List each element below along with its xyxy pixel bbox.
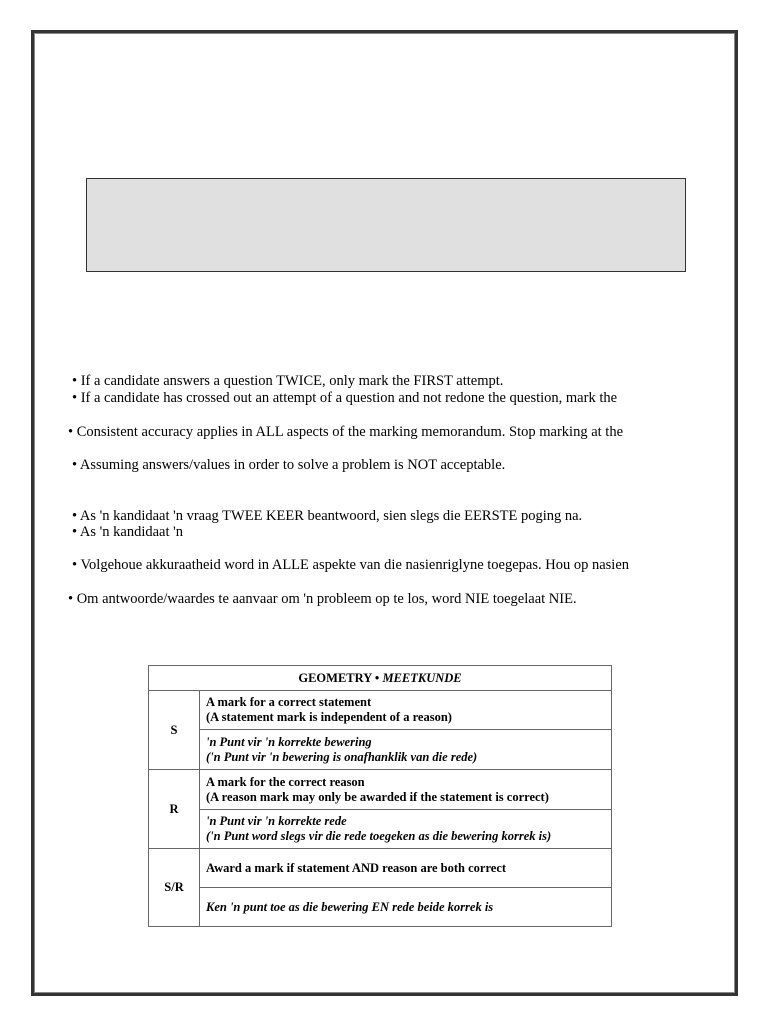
row-sr-af: [200, 888, 612, 927]
row-s-en-line2: (A statement mark is independent of a reason): [206, 710, 452, 724]
code-s: S: [149, 691, 200, 770]
table-header: [149, 666, 612, 691]
row-s-af-line2: ('n Punt vir 'n bewering is onafhanklik van die rede): [206, 749, 478, 764]
row-r-af-line2: ('n Punt word slegs vir die rede toegeken as die bewering korrek is): [206, 829, 552, 843]
instruction-af-1: • As 'n kandidaat 'n vraag TWEE KEER beantwoord, sien slegs die EERSTE poging na.: [72, 508, 583, 524]
row-s-af-line1: 'n Punt vir 'n korrekte bewering: [206, 734, 372, 749]
instruction-en-3: • Consistent accuracy applies in ALL aspects of the marking memorandum. Stop marking at the: [68, 424, 624, 440]
row-r-af-line1: 'n Punt vir 'n korrekte rede: [206, 814, 347, 828]
row-r-af: [200, 810, 612, 849]
header-en: GEOMETRY: [298, 670, 372, 685]
instruction-en-2: • If a candidate has crossed out an attempt of a question and not redone the question, mark the: [72, 390, 618, 406]
heading-box: [86, 178, 686, 272]
instruction-af-4: • Om antwoorde/waardes te aanvaar om 'n probleem op te los, word NIE toegelaat NIE.: [68, 591, 577, 607]
header-separator: •: [374, 670, 380, 685]
row-sr-en-line1: Award a mark if statement AND reason are both correct: [206, 860, 507, 875]
instruction-af-2: • As 'n kandidaat 'n: [72, 524, 183, 540]
code-sr: S/R: [149, 849, 200, 927]
instruction-en-4: • Assuming answers/values in order to solve a problem is NOT acceptable.: [72, 457, 506, 473]
header-af: MEETKUNDE: [382, 670, 462, 685]
row-sr-en: [200, 849, 612, 888]
row-r-en-line2: (A reason mark may only be awarded if the statement is correct): [206, 789, 549, 804]
instruction-af-3: • Volgehoue akkuraatheid word in ALLE aspekte van die nasienriglyne toegepas. Hou op nasien: [72, 557, 630, 573]
row-sr-af-line1: Ken 'n punt toe as die bewering EN rede beide korrek is: [206, 899, 494, 914]
geometry-marking-table: [148, 665, 612, 927]
row-s-af: [200, 730, 612, 770]
instruction-en-1: • If a candidate answers a question TWICE, only mark the FIRST attempt.: [72, 373, 504, 389]
row-r-en: [200, 770, 612, 810]
row-r-en-line1: A mark for the correct reason: [206, 774, 365, 789]
row-s-en-line1: A mark for a correct statement: [206, 695, 372, 709]
row-s-en: [200, 691, 612, 730]
code-r: R: [149, 770, 200, 849]
